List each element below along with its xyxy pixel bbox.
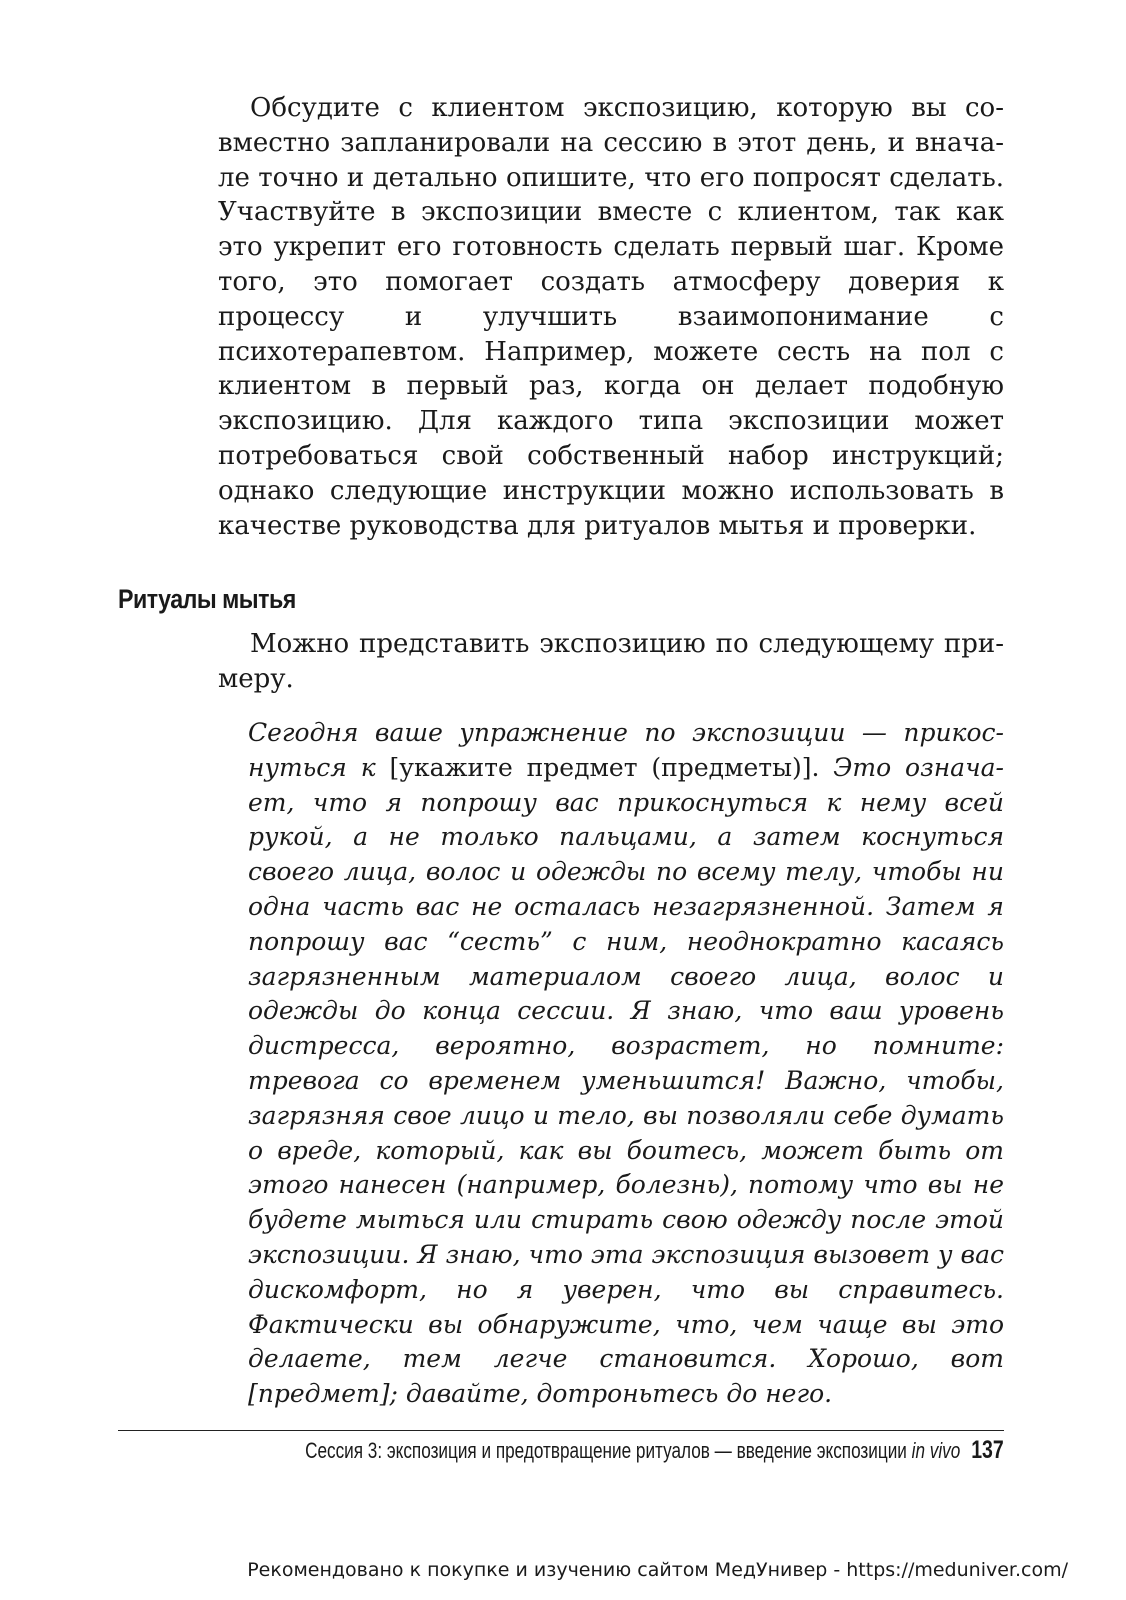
watermark-text: Рекомендовано к покупке и изучению сайтом МедУнивер - https://meduniver.com/ xyxy=(247,1559,1068,1581)
body-paragraph: Обсудите с клиентом экспозицию, которую вы совместно запланировали на сессию в этот день, и вначале точно и детально опишите, что его попросят сделать. Участвуйте в экспозиции вместе с клиентом, так как это укрепит его готовность сделать первый шаг. Кроме того, это помогает создать атмосферу доверия к процессу и улучшить взаимопонимание с психотерапевтом. Например, можете сесть на пол с клиентом в первый раз, когда он делает подобную экспозицию. Для каждого типа экспозиции может потребоваться свой собственный набор инструкций; однако следующие инструкции можно использовать в качестве руководства для ритуалов мытья и проверки. xyxy=(218,93,1004,541)
running-title: Сессия 3: экспозиция и предотвращение ритуалов — введение экспозиции xyxy=(305,1438,912,1463)
quote-placeholder: [укажите предмет (предметы)]. xyxy=(389,752,820,782)
page-number: 137 xyxy=(971,1436,1004,1464)
section-heading: Ритуалы мытья xyxy=(118,584,296,614)
footer-divider xyxy=(118,1430,1004,1431)
quote-text: Это означает, что я попрошу вас прикоснуться к нему всей рукой, а не только пальцами, а затем коснуться своего лица, волос и одежды по всему телу, чтобы ни одна часть вас не осталась незагрязненной. Затем я попрошу вас “сесть” с ним, неоднократно касаясь загрязненным материалом своего лица, волос и одежды до конца сессии. Я знаю, что ваш уровень дистресса, вероятно, возрастет, но помните: тревога со временем уменьшится! Важно, чтобы, загрязняя свое лицо и тело, вы позволяли себе думать о вреде, который, как вы боитесь, может быть от этого нанесен (например, болезнь), потому что вы не будете мыться или стирать свою одежду после этой экспозиции. Я знаю, что эта экспозиция вызовет у вас дискомфорт, но я уверен, что вы справитесь. Фактически вы обнаружите, что, чем чаще вы это делаете, тем легче становится. Хорошо, вот [предмет]; давайте, дотроньтесь до него. xyxy=(248,752,1004,1409)
body-paragraph: Можно представить экспозицию по следующему примеру. xyxy=(218,629,1004,694)
running-title-italic: in vivo xyxy=(911,1438,961,1463)
quote-text: Сегодня ваше упражнение по экспозиции — прикоснуться к xyxy=(248,718,1004,782)
instruction-quote xyxy=(248,716,1004,1412)
running-footer xyxy=(305,1436,1004,1465)
